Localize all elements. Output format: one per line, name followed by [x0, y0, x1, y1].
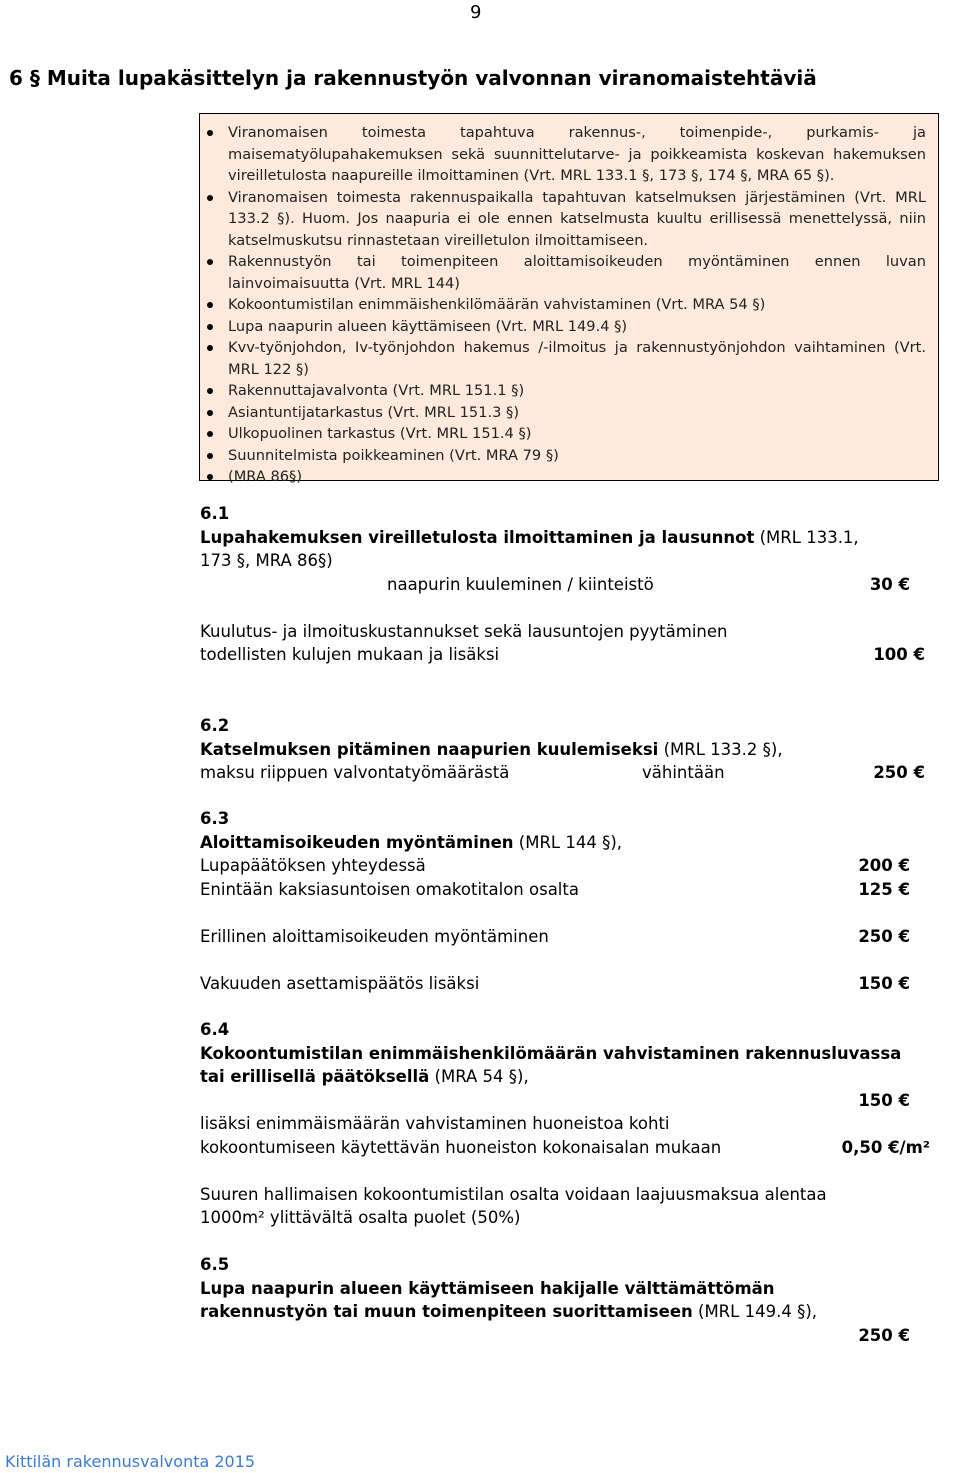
fee-row [200, 573, 920, 597]
fee-amount: 30 € [869, 574, 910, 594]
section-title: Aloittamisoikeuden myöntäminen [200, 832, 514, 852]
section-title-line [200, 738, 920, 762]
section-number: 6.4 [200, 1020, 230, 1039]
section-6-5 [200, 1253, 920, 1347]
section-title: Kokoontumistilan enimmäishenkilömäärän vahvistaminen rakennusluvassa [200, 1043, 902, 1063]
fee-row [200, 1136, 930, 1160]
page-number: 9 [470, 2, 482, 23]
fee-description: lisäksi enimmäismäärän vahvistaminen huoneistoa kohti [200, 1114, 670, 1133]
section-reference: (MRL 133.1, [754, 527, 859, 547]
fee-row [200, 643, 925, 667]
fee-label: Erillinen aloittamisoikeuden myöntäminen [200, 926, 549, 946]
fee-label: maksu riippuen valvontatyömäärästä [200, 763, 510, 782]
section-title-line [200, 831, 920, 855]
note-text: 1000m² ylittävältä osalta puolet (50%) [200, 1208, 521, 1227]
summary-item: Rakennustyön tai toimenpiteen aloittamisoikeuden myöntäminen ennen luvan lainvoimaisuutta (Vrt. MRL 144) [228, 251, 926, 294]
section-reference-cont: 173 §, MRA 86§) [200, 551, 333, 570]
fee-amount: 0,50 €/m² [841, 1137, 930, 1157]
section-number: 6.3 [200, 809, 230, 828]
fee-row [200, 761, 925, 785]
section-title-line [200, 1300, 920, 1324]
section-reference: (MRA 54 §), [429, 1067, 529, 1086]
section-number: 6.5 [200, 1255, 230, 1274]
summary-item: Lupa naapurin alueen käyttämiseen (Vrt. MRL 149.4 §) [228, 316, 926, 338]
fee-label: Vakuuden asettamispäätös lisäksi [200, 973, 480, 993]
section-title: Lupahakemuksen vireilletulosta ilmoittaminen ja lausunnot [200, 527, 755, 547]
fee-row [200, 925, 920, 949]
section-title: Lupa naapurin alueen käyttämiseen hakijalle välttämättömän [200, 1278, 775, 1298]
page-heading: 6 § Muita lupakäsittelyn ja rakennustyön valvonnan viranomaistehtäviä [9, 66, 817, 90]
section-6-1 [200, 502, 925, 667]
fee-label: Enintään kaksiasuntoisen omakotitalon osalta [200, 879, 579, 899]
summary-item: Kvv-työnjohdon, Iv-työnjohdon hakemus /-ilmoitus ja rakennustyönjohdon vaihtaminen (Vrt. MRL 122 §) [228, 337, 926, 380]
section-title-line [200, 1065, 920, 1089]
fee-label: Lupapäätöksen yhteydessä [200, 856, 426, 875]
section-title-cont: rakennustyön tai muun toimenpiteen suorittamiseen [200, 1302, 693, 1321]
note-text: Suuren hallimaisen kokoontumistilan osalta voidaan laajuusmaksua alentaa [200, 1184, 827, 1204]
fee-amount: 150 € [858, 1090, 910, 1110]
fee-row [200, 878, 920, 902]
fee-amount: 250 € [873, 763, 925, 782]
section-title: Katselmuksen pitäminen naapurien kuulemiseksi [200, 739, 659, 759]
section-number: 6.1 [200, 504, 230, 523]
section-6-2 [200, 714, 925, 785]
section-number: 6.2 [200, 716, 230, 735]
fee-amount: 150 € [858, 973, 910, 993]
section-6-4 [200, 1018, 930, 1230]
section-title-cont: tai erillisellä päätöksellä [200, 1067, 430, 1086]
fee-description: Kuulutus- ja ilmoituskustannukset sekä lausuntojen pyytäminen [200, 621, 728, 641]
footer-text: Kittilän rakennusvalvonta 2015 [5, 1452, 256, 1471]
fee-amount: 250 € [858, 1325, 910, 1345]
fee-label: todellisten kulujen mukaan ja lisäksi [200, 645, 500, 664]
fee-row [200, 1324, 920, 1348]
fee-label: naapurin kuuleminen / kiinteistö [387, 574, 654, 594]
fee-qualifier: vähintään [642, 763, 725, 782]
fee-amount: 125 € [858, 879, 910, 899]
section-reference: (MRL 144 §), [513, 832, 623, 852]
fee-label: kokoontumiseen käytettävän huoneiston kokonaisalan mukaan [200, 1137, 722, 1157]
summary-item: Suunnitelmista poikkeaminen (Vrt. MRA 79 §) [228, 445, 926, 467]
section-6-3 [200, 807, 920, 995]
summary-item: Rakennuttajavalvonta (Vrt. MRL 151.1 §) [228, 380, 926, 402]
summary-list [200, 122, 926, 488]
fee-row [200, 1089, 920, 1113]
summary-item: Asiantuntijatarkastus (Vrt. MRL 151.3 §) [228, 402, 926, 424]
fee-amount: 250 € [858, 926, 910, 946]
summary-item: (MRA 86§) [228, 466, 926, 488]
summary-item: Kokoontumistilan enimmäishenkilömäärän vahvistaminen (Vrt. MRA 54 §) [228, 294, 926, 316]
summary-box [199, 113, 939, 485]
fee-row [200, 854, 920, 878]
section-reference: (MRL 149.4 §), [692, 1302, 817, 1321]
summary-item: Viranomaisen toimesta tapahtuva rakennus-, toimenpide-, purkamis- ja maisematyölupahakemuksen sekä suunnittelutarve- ja poikkeamista koskevan hakemuksen vireilletulosta naapureille ilmoittaminen (Vrt. MRL 133.1 §, 173 §, 174 §, MRA 65 §). [228, 122, 926, 187]
summary-item: Ulkopuolinen tarkastus (Vrt. MRL 151.4 §) [228, 423, 926, 445]
section-title-line [200, 526, 920, 550]
summary-item: Viranomaisen toimesta rakennuspaikalla tapahtuvan katselmuksen järjestäminen (Vrt. MRL 133.2 §). Huom. Jos naapuria ei ole ennen katselmusta kuultu erillisessä menettelyssä, niin katselmuskutsu rinnastetaan vireilletulon ilmoittamiseen. [228, 187, 926, 252]
fee-row [200, 972, 920, 996]
fee-amount: 200 € [858, 856, 910, 875]
section-reference: (MRL 133.2 §), [658, 739, 783, 759]
fee-amount: 100 € [873, 645, 925, 664]
